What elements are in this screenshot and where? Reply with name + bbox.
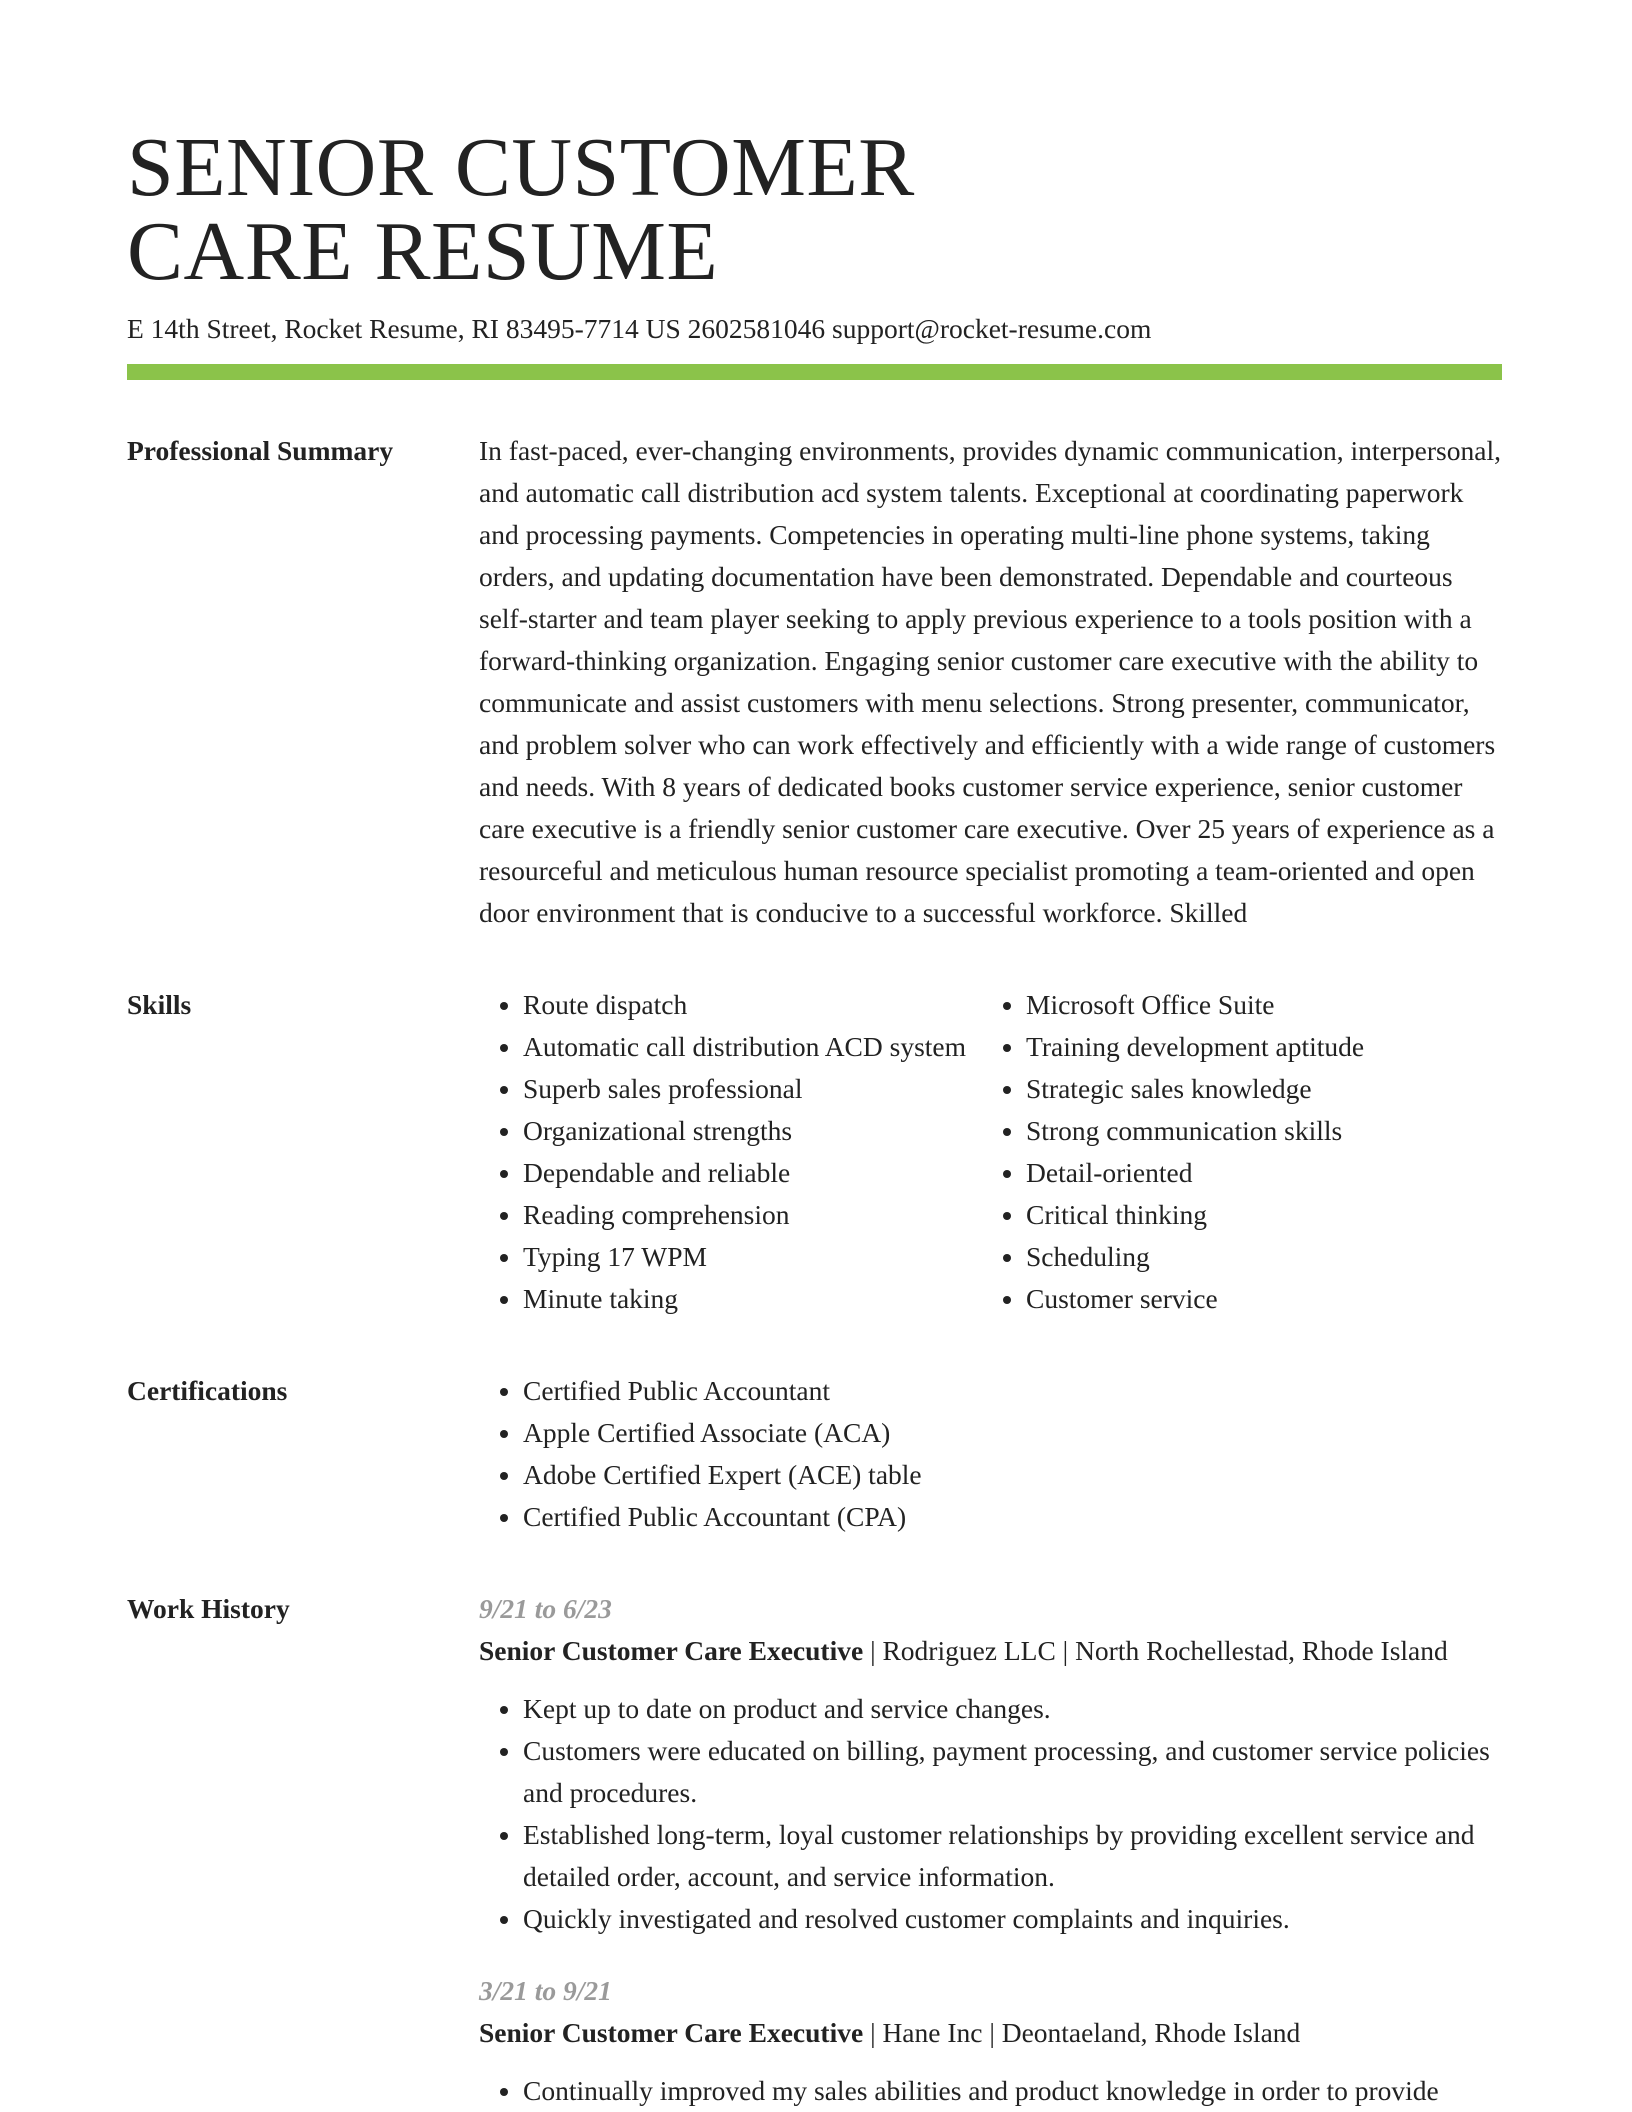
skill-item: • Strategic sales knowledge: [1026, 1068, 1486, 1110]
skill-item: • Route dispatch: [523, 984, 982, 1026]
skill-item: • Automatic call distribution ACD system: [523, 1026, 982, 1068]
skills-list-left: [479, 984, 982, 1320]
section-label: Professional Summary: [127, 435, 394, 466]
professional-summary-section: [127, 430, 1502, 934]
section-label: Work History: [127, 1593, 290, 1624]
job-bullet: • Continually improved my sales abilities and product knowledge in order to provide: [523, 2070, 1502, 2112]
contact-line: E 14th Street, Rocket Resume, RI 83495-7714 US 2602581046 support@rocket-resume.com: [127, 313, 1152, 344]
accent-divider: [127, 364, 1502, 380]
skill-item: • Reading comprehension: [523, 1194, 982, 1236]
job-entry: [479, 1588, 1502, 1940]
section-label: Skills: [127, 989, 192, 1020]
certifications-list: [479, 1370, 1502, 1538]
title-line-1: SENIOR CUSTOMER: [127, 121, 915, 214]
certification-item: • Apple Certified Associate (ACA): [523, 1412, 1502, 1454]
skill-item: • Strong communication skills: [1026, 1110, 1486, 1152]
skill-item: • Customer service: [1026, 1278, 1486, 1320]
job-details: | Rodriguez LLC | North Rochellestad, Rhode Island: [863, 1635, 1448, 1666]
skills-section: [127, 984, 1502, 1320]
skill-item: • Microsoft Office Suite: [1026, 984, 1486, 1026]
skills-list-right: [982, 984, 1486, 1320]
job-entry: [479, 1970, 1502, 2112]
section-label: Certifications: [127, 1375, 288, 1406]
skill-item: • Organizational strengths: [523, 1110, 982, 1152]
skill-item: • Detail-oriented: [1026, 1152, 1486, 1194]
certifications-section: [127, 1370, 1502, 1538]
skill-item: • Scheduling: [1026, 1236, 1486, 1278]
resume-page: [127, 121, 1502, 2112]
job-bullets: [479, 2070, 1502, 2112]
job-bullets: [479, 1688, 1502, 1940]
job-dates: 9/21 to 6/23: [479, 1593, 612, 1624]
job-role: Senior Customer Care Executive: [479, 2017, 864, 2048]
job-title-line: [479, 2012, 1502, 2054]
skill-item: • Critical thinking: [1026, 1194, 1486, 1236]
summary-text: In fast-paced, ever-changing environments, provides dynamic communication, interpersonal, and automatic call distribution acd system talents. Exceptional at coordinating paperwork and processing payments. Competencies in operating multi-line phone systems, taking orders, and updating documentation have been demonstrated. Dependable and courteous self-starter and team player seeking to apply previous experience to a tools position with a forward-thinking organization. Engaging senior customer care executive with the ability to communicate and assist customers with menu selections. Strong presenter, communicator, and problem solver who can work effectively and efficiently with a wide range of customers and needs. With 8 years of dedicated books customer service experience, senior customer care executive is a friendly senior customer care executive. Over 25 years of experience as a resourceful and meticulous human resource specialist promoting a team-oriented and open door environment that is conducive to a successful workforce. Skilled: [479, 435, 1501, 928]
skill-item: • Dependable and reliable: [523, 1152, 982, 1194]
job-title-line: [479, 1630, 1502, 1672]
skill-item: • Training development aptitude: [1026, 1026, 1486, 1068]
certification-item: • Adobe Certified Expert (ACE) table: [523, 1454, 1502, 1496]
job-role: Senior Customer Care Executive: [479, 1635, 864, 1666]
resume-title: [127, 121, 1027, 298]
job-dates: 3/21 to 9/21: [479, 1975, 612, 2006]
title-line-2: CARE RESUME: [127, 205, 719, 298]
job-bullet: • Customers were educated on billing, payment processing, and customer service policies and procedures.: [523, 1730, 1502, 1814]
skill-item: • Superb sales professional: [523, 1068, 982, 1110]
skill-item: • Typing 17 WPM: [523, 1236, 982, 1278]
certification-item: • Certified Public Accountant (CPA): [523, 1496, 1502, 1538]
job-bullet: • Established long-term, loyal customer relationships by providing excellent service and detailed order, account, and service information.: [523, 1814, 1502, 1898]
job-bullet: • Quickly investigated and resolved customer complaints and inquiries.: [523, 1898, 1502, 1940]
certification-item: • Certified Public Accountant: [523, 1370, 1502, 1412]
work-history-section: [127, 1588, 1502, 2112]
job-details: | Hane Inc | Deontaeland, Rhode Island: [863, 2017, 1301, 2048]
skill-item: • Minute taking: [523, 1278, 982, 1320]
job-bullet: • Kept up to date on product and service changes.: [523, 1688, 1502, 1730]
